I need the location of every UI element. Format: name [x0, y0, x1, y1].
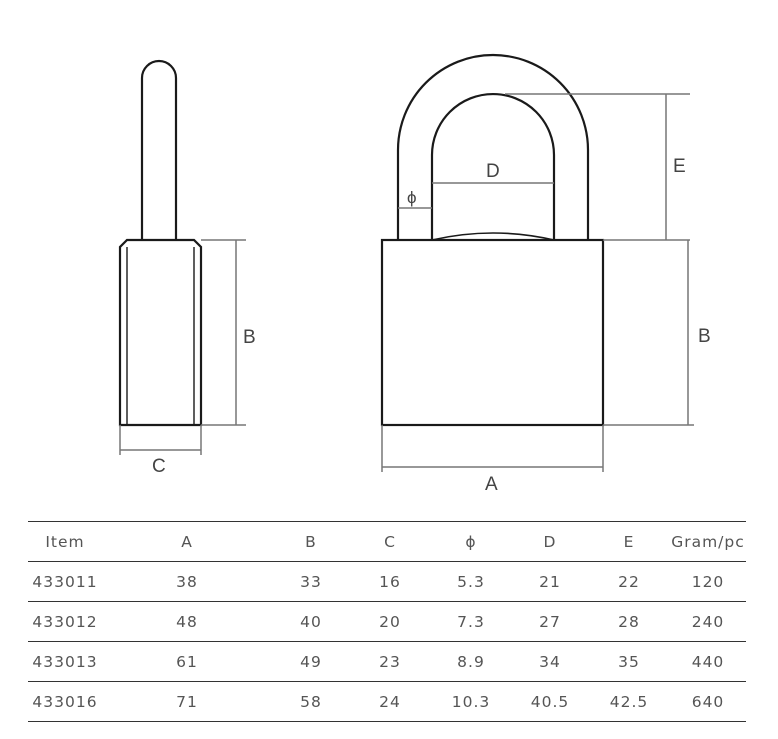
side-view-dimensions [120, 240, 246, 455]
cell-a: 71 [102, 682, 272, 722]
table-row [28, 642, 746, 682]
side-view-shackle [142, 61, 176, 240]
cell-c: 24 [350, 682, 430, 722]
cell-gram: 440 [670, 642, 746, 682]
dim-label-e: E [673, 156, 686, 177]
cell-c: 20 [350, 602, 430, 642]
spec-table [28, 521, 746, 722]
dim-label-front-b: B [698, 326, 711, 347]
side-view [120, 61, 201, 425]
cell-phi: 8.9 [430, 642, 512, 682]
dim-label-c: C [152, 456, 166, 477]
cell-item: 433013 [28, 642, 102, 682]
header-a: A [102, 522, 272, 562]
side-view-body [120, 240, 201, 425]
header-d: D [512, 522, 588, 562]
header-gram: Gram/pc [670, 522, 746, 562]
dim-label-d: D [486, 161, 500, 182]
dim-label-side-b: B [243, 327, 256, 348]
table-header-row [28, 522, 746, 562]
cell-e: 35 [588, 642, 670, 682]
cell-phi: 5.3 [430, 562, 512, 602]
cell-gram: 120 [670, 562, 746, 602]
cell-item: 433012 [28, 602, 102, 642]
cell-e: 42.5 [588, 682, 670, 722]
header-item: Item [28, 522, 102, 562]
header-phi: ϕ [430, 522, 512, 562]
cell-e: 28 [588, 602, 670, 642]
cell-c: 16 [350, 562, 430, 602]
header-b: B [272, 522, 350, 562]
cell-gram: 640 [670, 682, 746, 722]
front-view [382, 55, 603, 425]
front-view-body [382, 240, 603, 425]
cell-e: 22 [588, 562, 670, 602]
table-row [28, 562, 746, 602]
front-view-dimensions [382, 94, 694, 472]
front-view-shackle-outer [398, 55, 588, 240]
table-row [28, 682, 746, 722]
header-e: E [588, 522, 670, 562]
table-row [28, 602, 746, 642]
cell-c: 23 [350, 642, 430, 682]
cell-b: 58 [272, 682, 350, 722]
cell-a: 38 [102, 562, 272, 602]
cell-b: 49 [272, 642, 350, 682]
cell-b: 33 [272, 562, 350, 602]
cell-phi: 7.3 [430, 602, 512, 642]
cell-d: 27 [512, 602, 588, 642]
dim-label-a: A [485, 474, 498, 495]
cell-item: 433011 [28, 562, 102, 602]
cell-phi: 10.3 [430, 682, 512, 722]
cell-a: 61 [102, 642, 272, 682]
cell-item: 433016 [28, 682, 102, 722]
cell-a: 48 [102, 602, 272, 642]
cell-b: 40 [272, 602, 350, 642]
cell-d: 21 [512, 562, 588, 602]
header-c: C [350, 522, 430, 562]
dim-label-phi: ϕ [407, 188, 417, 207]
cell-d: 40.5 [512, 682, 588, 722]
cell-d: 34 [512, 642, 588, 682]
cell-gram: 240 [670, 602, 746, 642]
